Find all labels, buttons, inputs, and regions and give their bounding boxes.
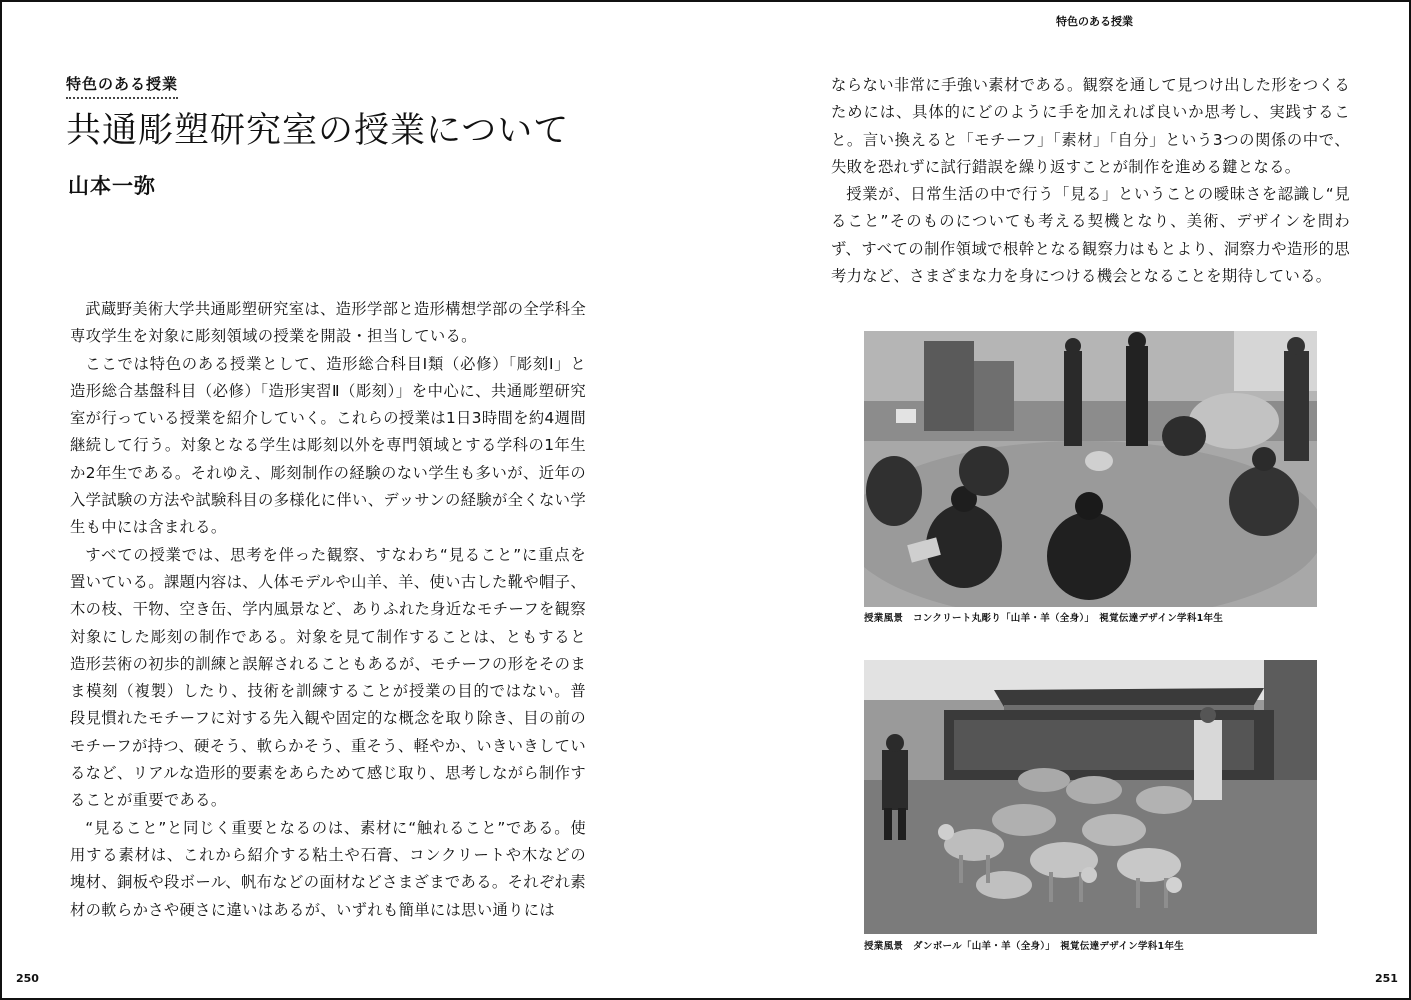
classroom-photo — [864, 331, 1317, 607]
photo-caption: 授業風景 ダンボール「山羊・羊（全身）」 視覚伝達デザイン学科1年生 — [864, 941, 1185, 952]
page-number-left: 250 — [16, 972, 39, 985]
paragraph: 武蔵野美術大学共通彫塑研究室は、造形学部と造形構想学部の全学科全専攻学生を対象に彫刻領域の授業を開設・担当している。 — [70, 300, 586, 346]
left-body-column — [70, 296, 586, 924]
section-label: 特色のある授業 — [66, 75, 179, 93]
paragraph: ならない非常に手強い素材である。観察を通して見つけ出した形をつくるためには、具体的にどのように手を加えれば良いか思考し、実践すること。言い換えると「モチーフ」「素材」「自分」という3つの関係の中で、失敗を恐れずに試行錯誤を繰り返すことが制作を進める鍵となる。 — [831, 76, 1350, 176]
running-head: 特色のある授業 — [1056, 15, 1133, 28]
classroom-photo-icon — [864, 331, 1317, 607]
section-label-underline — [66, 97, 178, 99]
author-name: 山本一弥 — [68, 174, 156, 198]
right-body-column — [831, 72, 1350, 290]
paragraph: すべての授業では、思考を伴った観察、すなわち“見ること”に重点を置いている。課題内容は、人体モデルや山羊、羊、使い古した靴や帽子、木の枝、干物、空き缶、学内風景など、ありふれた身近なモチーフを観察対象にした彫刻の制作である。対象を見て制作することは、ともすると造形芸術の初歩的訓練と誤解されることもあるが、モチーフの形をそのまま模刻（複製）したり、技術を訓練することが授業の目的ではない。普段見慣れたモチーフに対する先入観や固定的な概念を取り除き、目の前のモチーフが持つ、硬そう、軟らかそう、重そう、軽やか、いきいきしているなど、リアルな造形的要素をあらためて感じ取り、思考しながら制作することが重要である。 — [70, 545, 586, 810]
goat-sculptures-photo-icon — [864, 660, 1317, 934]
paragraph: 授業が、日常生活の中で行う「見る」ということの曖昧さを認識し“見ること”そのものについても考える契機となり、美術、デザインを問わず、すべての制作領域で根幹となる観察力はもとより、洞察力や造形的思考力など、さまざまな力を身につける機会となることを期待している。 — [831, 185, 1350, 286]
goat-sculptures-photo — [864, 660, 1317, 934]
paragraph: ここでは特色のある授業として、造形総合科目Ⅰ類（必修）「彫刻Ⅰ」と造形総合基盤科目（必修）「造形実習Ⅱ（彫刻）」を中心に、共通彫塑研究室が行っている授業を紹介していく。これらの授業は1日3時間を約4週間継続して行う。対象となる学生は彫刻以外を専門領域とする学科の1年生か2年生である。それゆえ、彫刻制作の経験のない学生も多いが、近年の入学試験の方法や試験科目の多様化に伴い、デッサンの経験が全くない学生も中には含まれる。 — [70, 354, 586, 537]
paragraph: “見ること”と同じく重要となるのは、素材に“触れること”である。使用する素材は、これから紹介する粘土や石膏、コンクリートや木などの塊材、銅板や段ボール、帆布などの面材などさまざまである。それぞれ素材の軟らかさや硬さに違いはあるが、いずれも簡単には思い通りには — [70, 818, 586, 919]
article-title: 共通彫塑研究室の授業について — [66, 111, 570, 151]
page-number-right: 251 — [1375, 972, 1398, 985]
photo-caption: 授業風景 コンクリート丸彫り「山羊・羊（全身）」 視覚伝達デザイン学科1年生 — [864, 613, 1224, 624]
